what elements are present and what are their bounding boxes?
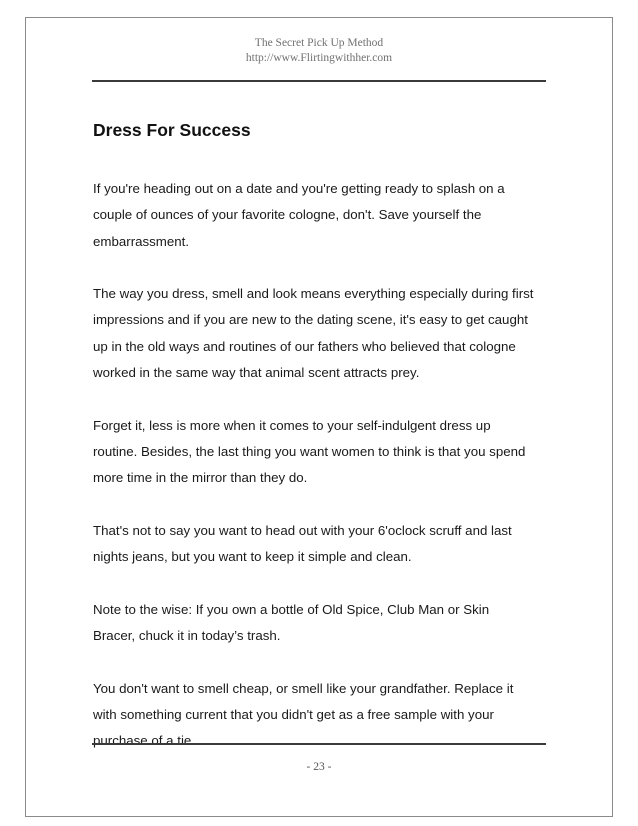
- text-line: If you're heading out on a date and you're getting ready to splash on a: [93, 181, 505, 196]
- paragraph: [93, 413, 573, 492]
- text-line: That's not to say you want to head out with your 6'oclock scruff and last: [93, 522, 512, 538]
- text-line: The way you dress, smell and look means everything especially during first: [93, 286, 534, 302]
- footer-rule: [92, 743, 546, 745]
- text-line: up in the old ways and routines of our fathers who believed that cologne: [93, 338, 516, 354]
- body-text: [93, 176, 573, 781]
- text-line: couple of ounces of your favorite cologne, don't. Save yourself the: [93, 207, 482, 223]
- document-page: [25, 17, 613, 817]
- text-line: embarrassment.: [93, 233, 190, 249]
- paragraph: [93, 597, 573, 650]
- text-line: Note to the wise: If you own a bottle of Old Spice, Club Man or Skin: [93, 601, 490, 617]
- text-line: Forget it, less is more when it comes to your self-indulgent dress up: [93, 417, 491, 433]
- section-title: Dress For Success: [93, 120, 251, 140]
- page-header: [26, 36, 612, 66]
- header-title: The Secret Pick Up Method: [254, 37, 384, 49]
- text-line: Bracer, chuck it in today’s trash.: [93, 628, 281, 644]
- header-url: http://www.Flirtingwithher.com: [245, 52, 393, 64]
- text-line: worked in the same way that animal scent attracts prey.: [93, 365, 420, 381]
- header-rule: [92, 80, 546, 82]
- text-line: purchase of a tie.: [93, 733, 196, 749]
- page-number: - 23 -: [306, 761, 332, 773]
- text-line: impressions and if you are new to the dating scene, it's easy to get caught: [93, 312, 528, 328]
- paragraph: [93, 281, 573, 386]
- text-line: routine. Besides, the last thing you want women to think is that you spend: [93, 443, 526, 459]
- paragraph: [93, 176, 573, 255]
- text-line: with something current that you didn't get as a free sample with your: [93, 706, 494, 722]
- text-line: more time in the mirror than they do.: [93, 470, 308, 486]
- text-line: You don't want to smell cheap, or smell like your grandfather. Replace it: [93, 680, 514, 696]
- paragraph: [93, 518, 573, 571]
- text-line: nights jeans, but you want to keep it simple and clean.: [93, 549, 412, 565]
